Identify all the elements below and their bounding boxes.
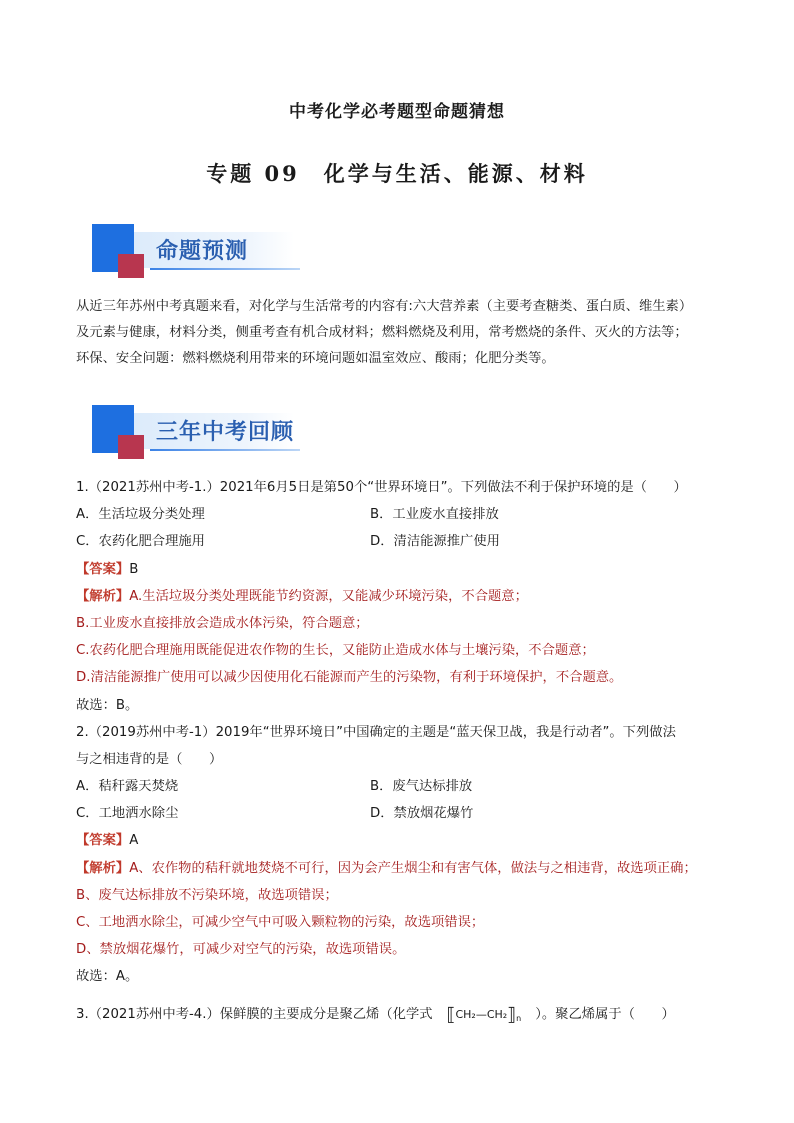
analysis-tag: 【解析】	[76, 588, 130, 604]
q2-option-a: A．秸秆露天焚烧	[76, 779, 179, 795]
intro-line: 及元素与健康，材料分类，侧重考查有机合成材料；燃料燃烧及利用，常考燃烧的条件、灭火的方法等；	[76, 325, 688, 340]
questions	[76, 474, 726, 1028]
answer-value: B	[129, 561, 139, 577]
analysis-tag: 【解析】	[76, 860, 130, 876]
q2-answer	[76, 827, 726, 854]
q1-analysis-line: C.农药化肥合理施用既能促进农作物的生长，又能防止造成水体与土壤污染，不合题意；	[76, 643, 595, 659]
review-label: 三年中考回顾	[156, 420, 295, 445]
page-title: 中考化学必考题型命题猜想	[289, 102, 505, 122]
banner-underline	[150, 268, 300, 270]
q2-option-d: D．禁放烟花爆竹	[370, 806, 474, 822]
analysis-text: A.生活垃圾分类处理既能节约资源，又能减少环境污染，不合题意；	[129, 588, 528, 604]
q1-option-c: C．农药化肥合理施用	[76, 534, 205, 550]
q1-option-a: A．生活垃圾分类处理	[76, 507, 205, 523]
q1-analysis-line: D.清洁能源推广使用可以减少因使用化石能源而产生的污染物，有利于环境保护，不合题意。	[76, 670, 623, 686]
answer-value: A	[129, 833, 139, 849]
q2-choice: 故选：A。	[76, 969, 139, 985]
q3-stem	[76, 1001, 726, 1028]
prediction-label: 命题预测	[156, 239, 249, 264]
analysis-text: A、农作物的秸秆就地焚烧不可行，因为会产生烟尘和有害气体，做法与之相违背，故选项正确；	[129, 860, 697, 876]
banner-red-square	[118, 254, 144, 278]
subject-title: 专题 09 化学与生活、能源、材料	[206, 161, 588, 186]
q1-option-d: D．清洁能源推广使用	[370, 534, 500, 550]
q2-analysis-line: C、工地洒水除尘，可减少空气中可吸入颗粒物的污染，故选项错误；	[76, 915, 485, 930]
q1-answer	[76, 556, 726, 583]
q2-options-row	[76, 773, 726, 800]
answer-tag: 【答案】	[76, 561, 130, 577]
q2-analysis-line	[76, 855, 726, 882]
formula-bracket-left: ⟦	[446, 1003, 456, 1025]
q1-stem: 1.（2021苏州中考-1.）2021年6月5日是第50个“世界环境日”。下列做法不利于保护环境的是（ ）	[76, 480, 687, 495]
formula-bracket-right: ⟧	[507, 1003, 517, 1025]
q1-options-row	[76, 501, 726, 528]
q1-analysis-line: B.工业废水直接排放会造成水体污染，符合题意；	[76, 615, 369, 631]
q2-option-c: C．工地洒水除尘	[76, 806, 179, 822]
intro-paragraph	[76, 294, 724, 372]
review-banner	[80, 405, 300, 465]
q1-choice: 故选：B。	[76, 697, 139, 713]
polyethylene-formula	[433, 1001, 536, 1032]
prediction-banner	[80, 224, 300, 284]
q3-stem-after: ）。聚乙烯属于（ ）	[535, 1006, 675, 1022]
formula-n: n	[516, 1013, 522, 1023]
intro-line: 从近三年苏州中考真题来看，对化学与生活常考的内容有:六大营养素（主要考查糖类、蛋白质、维生素）	[76, 299, 693, 314]
banner-red-square	[118, 435, 144, 459]
q1-options-row	[76, 528, 726, 555]
q2-options-row	[76, 800, 726, 827]
q1-option-b: B．工业废水直接排放	[370, 507, 499, 523]
banner-underline	[150, 449, 300, 451]
q2-stem-line2: 与之相违背的是（ ）	[76, 751, 223, 767]
formula-unit: CH₂—CH₂	[455, 1007, 508, 1021]
q3-stem-before: 3.（2021苏州中考-4.）保鲜膜的主要成分是聚乙烯（化学式	[76, 1006, 433, 1022]
q2-analysis-line: B、废气达标排放不污染环境，故选项错误；	[76, 887, 338, 903]
intro-line: 环保、安全问题：燃料燃烧利用带来的环境问题如温室效应、酸雨；化肥分类等。	[76, 351, 555, 366]
q1-analysis-line	[76, 583, 726, 610]
q2-stem-line1: 2.（2019苏州中考-1）2019年“世界环境日”中国确定的主题是“蓝天保卫战，我是行动者”。下列做法	[76, 724, 676, 740]
q2-option-b: B．废气达标排放	[370, 779, 473, 795]
q2-analysis-line: D、禁放烟花爆竹，可减少对空气的污染，故选项错误。	[76, 942, 406, 958]
answer-tag: 【答案】	[76, 833, 130, 849]
